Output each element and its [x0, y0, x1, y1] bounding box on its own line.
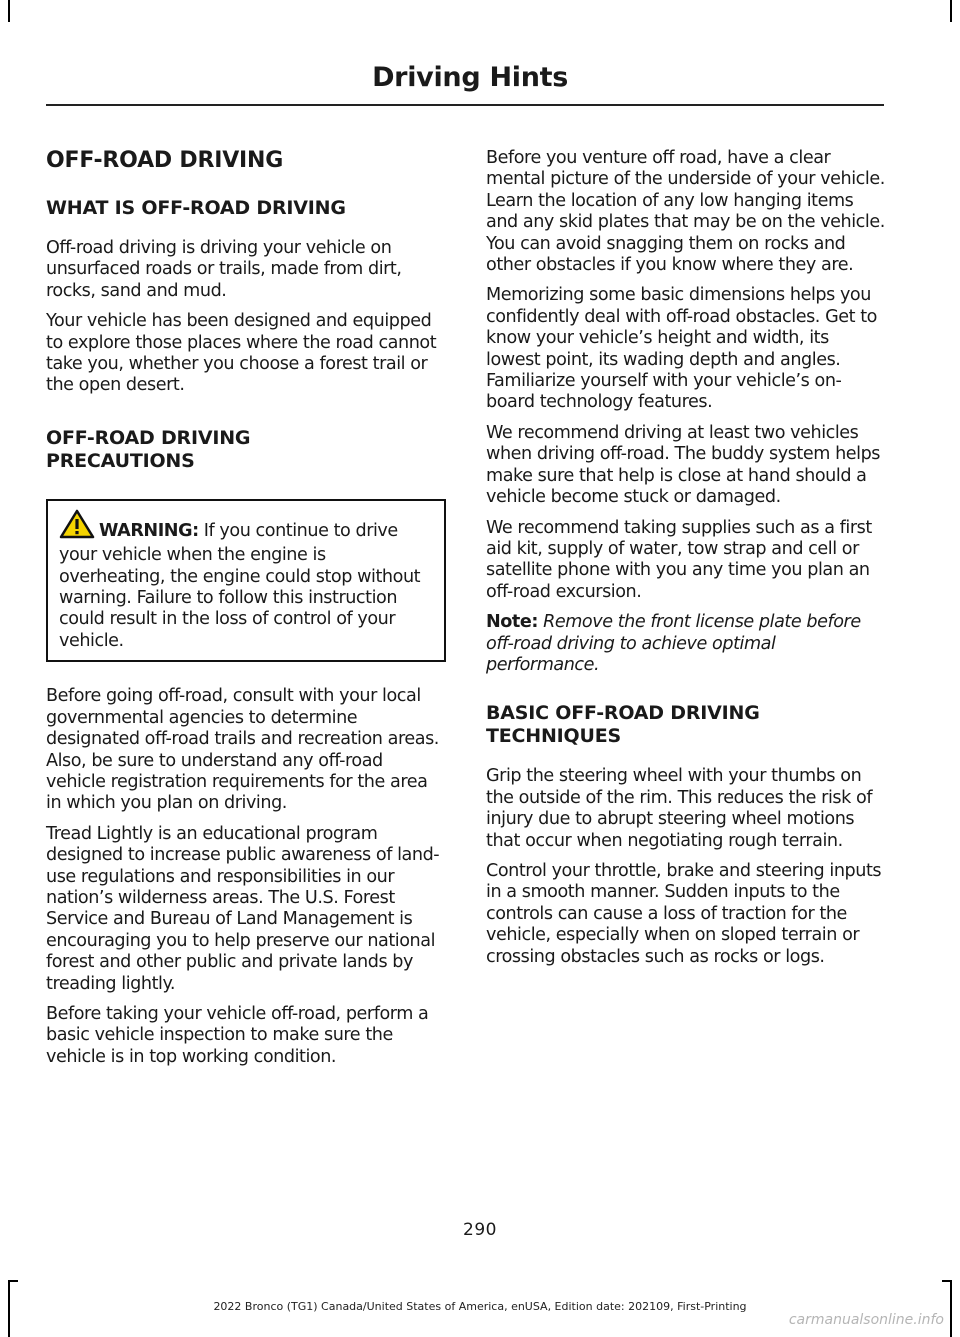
paragraph: We recommend taking supplies such as a first aid kit, supply of water, tow strap and cell or satellite phone with you any time you plan an off-road excursion. [486, 517, 872, 602]
paragraph: Grip the steering wheel with your thumbs on the outside of the rim. This reduces the risk of injury due to abrupt steering wheel motions that occur when negotiating rough terrain. [486, 766, 873, 851]
subheading-what-is-off-road-driving: WHAT IS OFF-ROAD DRIVING [46, 197, 346, 219]
paragraph: Before going off-road, consult with your local governmental agencies to determine designated off-road trails and recreation areas. Also, be sure to understand any off-road vehicle registration requirements for the area in which you plan on driving. [46, 686, 439, 814]
paragraph: Memorizing some basic dimensions helps you confidently deal with off-road obstacles. Get to know your vehicle’s height and width, its lowest point, its wading depth and angles. Familiarize yourself with your vehicle’s on-board technology features. [486, 285, 877, 413]
crop-mark-bottom-right-h [942, 1280, 952, 1282]
paragraph: Tread Lightly is an educational program designed to increase public awareness of land-use regulations and responsibilities in our nation’s wilderness areas. The U.S. Forest Service and Bureau of Land Management is encouraging you to help preserve our national forest and other public and private lands by treading lightly. [46, 823, 440, 994]
note-paragraph [486, 612, 886, 676]
paragraph: Your vehicle has been designed and equipped to explore those places where the road cannot take you, whether you choose a forest trail or the open desert. [46, 311, 437, 396]
crop-mark-top-left [8, 0, 10, 22]
watermark: carmanualsonline.info [788, 1312, 944, 1328]
warning-paragraph [59, 509, 436, 652]
paragraph: Off-road driving is driving your vehicle on unsurfaced roads or trails, made from dirt, rocks, sand and mud. [46, 238, 402, 301]
crop-mark-bottom-left-h [8, 1280, 18, 1282]
section-heading-off-road-driving: OFF-ROAD DRIVING [46, 148, 284, 173]
footer-edition-info: 2022 Bronco (TG1) Canada/United States of America, enUSA, Edition date: 202109, First-Printing [213, 1300, 747, 1313]
subheading-off-road-driving-precautions: OFF-ROAD DRIVING PRECAUTIONS [46, 426, 251, 472]
page-title: Driving Hints [372, 62, 568, 93]
subheading-basic-off-road-driving-techniques: BASIC OFF-ROAD DRIVING TECHNIQUES [486, 702, 760, 748]
paragraph: Control your throttle, brake and steering inputs in a smooth manner. Sudden inputs to the controls can cause a loss of traction for the vehicle, especially when on sloped terrain or crossing obstacles such as rocks or logs. [486, 860, 882, 967]
paragraph: Before you venture off road, have a clear mental picture of the underside of your vehicle. Learn the location of any low hanging items and any skid plates that may be on the vehicle. You can avoid snagging them on rocks and other obstacles if you know where they are. [486, 148, 885, 276]
warning-box [46, 499, 446, 662]
note-label: Note: [486, 612, 538, 633]
warning-triangle-icon [59, 509, 95, 545]
warning-label: WARNING: [99, 520, 199, 541]
page-number: 290 [463, 1220, 497, 1240]
paragraph: Before taking your vehicle off-road, perform a basic vehicle inspection to make sure the vehicle is in top working condition. [46, 1003, 429, 1067]
header-rule [46, 104, 884, 106]
left-column [46, 148, 446, 1077]
paragraph: We recommend driving at least two vehicles when driving off-road. The buddy system helps make sure that help is close at hand should a vehicle become stuck or damaged. [486, 422, 881, 508]
note-text: Remove the front license plate before off-road driving to achieve optimal performance. [486, 612, 861, 675]
crop-mark-top-right [950, 0, 952, 22]
right-column [486, 148, 886, 977]
warning-text: If you continue to drive your vehicle when the engine is overheating, the engine could stop without warning. Failure to follow this instruction could result in the loss of control of your vehicle. [59, 520, 421, 651]
